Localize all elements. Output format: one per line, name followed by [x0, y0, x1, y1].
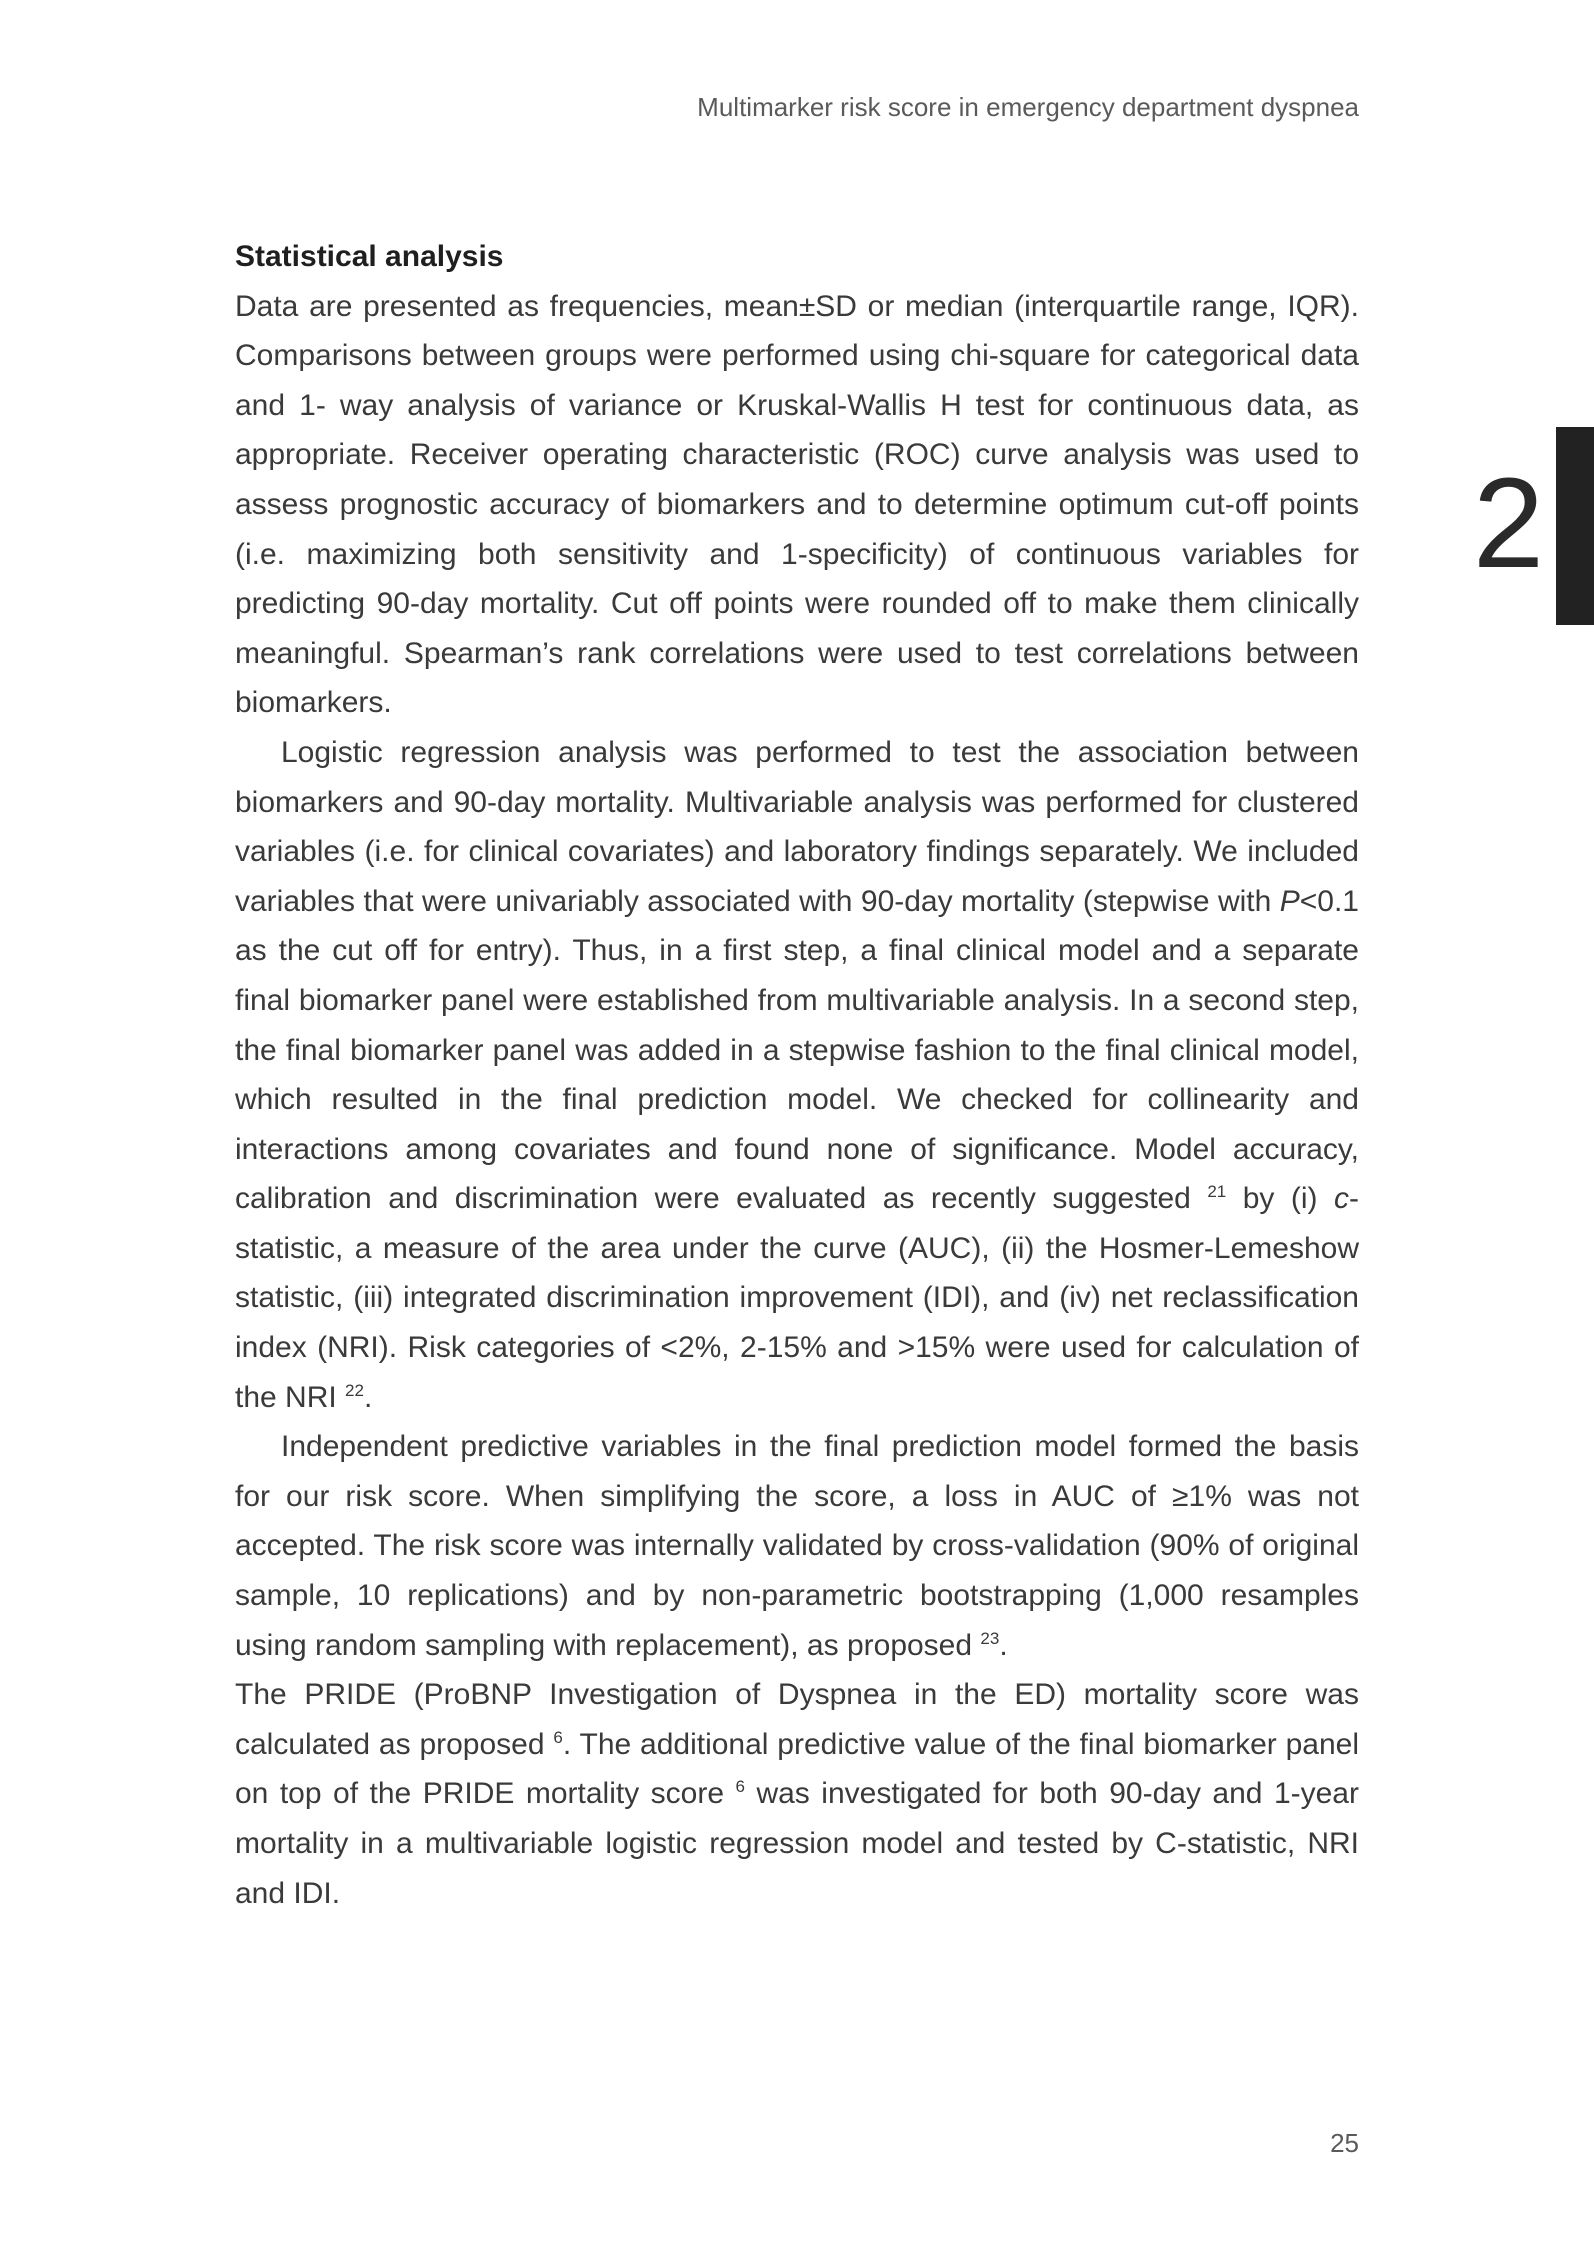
reference-marker: 21 — [1207, 1182, 1227, 1202]
reference-marker: 6 — [735, 1777, 745, 1797]
paragraph-text: The PRIDE (ProBNP Investigation of Dyspnea in the ED) mortality score was calculated as proposed — [235, 1678, 1359, 1761]
page-number: 25 — [1330, 2128, 1359, 2158]
paragraph-4 — [235, 1670, 1359, 1918]
paragraph-text: . — [363, 1380, 373, 1414]
chapter-number: 2 — [1472, 452, 1544, 595]
c-statistic-symbol: c — [1334, 1182, 1349, 1216]
paragraph-3 — [235, 1422, 1359, 1670]
paragraph-text: <0.1 as the cut off for entry). Thus, in a first step, a final clinical model and a separate final biomarker panel were established from multivariable analysis. In a second step, the final biomarker panel was added in a stepwise fashion to the final clinical model, which resulted in the final prediction model. We checked for collinearity and interactions among covariates and found none of significance. Model accuracy, calibration and discrimination were evaluated as recently suggested — [235, 884, 1359, 1216]
paragraph-text: Independent predictive variables in the final prediction model formed the basis for our risk score. When simplifying the score, a loss in AUC of ≥1% was not accepted. The risk score was internally validated by cross-validation (90% of original sample, 10 replications) and by non-parametric bootstrapping (1,000 resamples using random sampling with replacement), as proposed — [235, 1430, 1359, 1662]
reference-marker: 23 — [980, 1628, 1000, 1648]
main-content — [235, 232, 1359, 1918]
paragraph-text: -statistic, a measure of the area under the curve (AUC), (ii) the Hosmer-Lemeshow statistic, (iii) integrated discrimination improvement (IDI), and (iv) net reclassification index (NRI). Risk categories of <2%, 2-15% and >15% were used for calculation of the NRI — [235, 1182, 1359, 1414]
reference-marker: 22 — [345, 1380, 364, 1400]
paragraph-2 — [235, 728, 1359, 1422]
running-header: Multimarker risk score in emergency department dyspnea — [697, 92, 1359, 122]
paragraph-text: . The additional predictive value of the final biomarker panel on top of the PRIDE mortality score — [235, 1727, 1359, 1811]
section-heading: Statistical analysis — [235, 240, 504, 273]
paragraph-text: . — [999, 1628, 1008, 1662]
paragraph-text: Logistic regression analysis was performed to test the association between biomarkers and 90-day mortality. Multivariable analysis was performed for clustered variables (i.e. for clinical covariates) and laboratory findings separately. We included variables that were univariably associated with 90-day mortality (stepwise with — [235, 735, 1359, 918]
p-value-symbol: P — [1279, 884, 1300, 918]
reference-marker: 6 — [553, 1727, 563, 1747]
chapter-tab — [1556, 427, 1594, 625]
paragraph-text: by (i) — [1226, 1182, 1334, 1216]
paragraph-text: Data are presented as frequencies, mean±SD or median (interquartile range, IQR). Comparisons between groups were performed using chi-square for categorical data and 1- way analysis of variance or Kruskal-Wallis H test for continuous data, as appropriate. Receiver operating characteristic (ROC) curve analysis was used to assess prognostic accuracy of biomarkers and to determine optimum cut-off points (i.e. maximizing both sensitivity and 1-specificity) of continuous variables for predicting 90-day mortality. Cut off points were rounded off to make them clinically meaningful. Spearman’s rank correlations were used to test correlations between biomarkers. — [235, 289, 1359, 720]
paragraph-text: was investigated for both 90-day and 1-year mortality in a multivariable logistic regression model and tested by C-statistic, NRI and IDI. — [235, 1777, 1359, 1910]
paragraph-1 — [235, 282, 1359, 728]
